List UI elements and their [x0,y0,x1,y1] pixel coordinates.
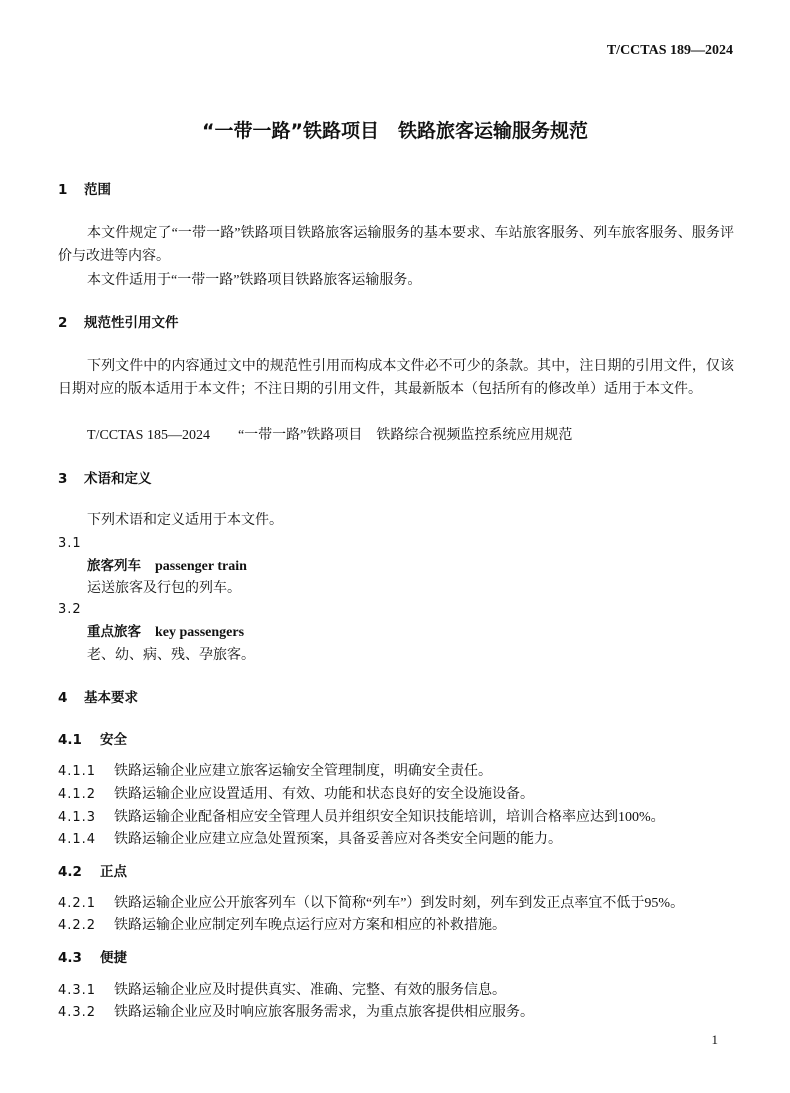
document-title: “一带一路”铁路项目 铁路旅客运输服务规范 [202,120,588,142]
term-number: 3.1 [58,536,82,551]
clause: 4.1.2 铁路运输企业应设置适用、有效、功能和状态良好的安全设施设备。 [58,787,534,802]
term-definition: 运送旅客及行包的列车。 [87,581,241,596]
term-number: 3.2 [58,602,82,617]
normative-reference: T/CCTAS 185—2024 “一带一路”铁路项目 铁路综合视频监控系统应用规范 [87,428,573,443]
term-name: 旅客列车 passenger train [87,558,247,574]
clause: 4.3.1 铁路运输企业应及时提供真实、准确、完整、有效的服务信息。 [58,983,506,998]
clause: 4.1.1 铁路运输企业应建立旅客运输安全管理制度，明确安全责任。 [58,764,492,779]
section-1-para-2: 本文件适用于“一带一路”铁路项目铁路旅客运输服务。 [87,273,422,288]
section-3-heading: 3 术语和定义 [58,471,152,487]
subsection-heading: 4.3 便捷 [58,950,127,966]
clause: 4.1.4 铁路运输企业应建立应急处置预案，具备妥善应对各类安全问题的能力。 [58,832,562,847]
term-definition: 老、幼、病、残、孕旅客。 [87,648,255,663]
clause: 4.2.1 铁路运输企业应公开旅客列车（以下简称“列车”）到发时刻，列车到发正点率宜不低于95%。 [58,896,685,911]
section-4-heading: 4 基本要求 [58,690,138,706]
document-id: T/CCTAS 189—2024 [606,43,733,58]
section-2-para: 下列文件中的内容通过文中的规范性引用而构成本文件必不可少的条款。其中，注日期的引用文件，仅该日期对应的版本适用于本文件；不注日期的引用文件，其最新版本（包括所有的修改单）适用于本文件。 [58,359,734,397]
section-1-para-1: 本文件规定了“一带一路”铁路项目铁路旅客运输服务的基本要求、车站旅客服务、列车旅客服务、服务评价与改进等内容。 [58,226,734,264]
subsection-heading: 4.2 正点 [58,864,127,880]
clause: 4.3.2 铁路运输企业应及时响应旅客服务需求，为重点旅客提供相应服务。 [58,1005,534,1020]
subsection-heading: 4.1 安全 [58,732,127,748]
page-number: 1 [711,1032,718,1047]
clause: 4.1.3 铁路运输企业配备相应安全管理人员并组织安全知识技能培训，培训合格率应达到100%。 [58,810,665,825]
section-3-para: 下列术语和定义适用于本文件。 [87,513,283,528]
section-1-heading: 1 范围 [58,182,111,198]
section-2-heading: 2 规范性引用文件 [58,315,179,331]
clause: 4.2.2 铁路运输企业应制定列车晚点运行应对方案和相应的补救措施。 [58,918,506,933]
term-name: 重点旅客 key passengers [87,624,245,640]
